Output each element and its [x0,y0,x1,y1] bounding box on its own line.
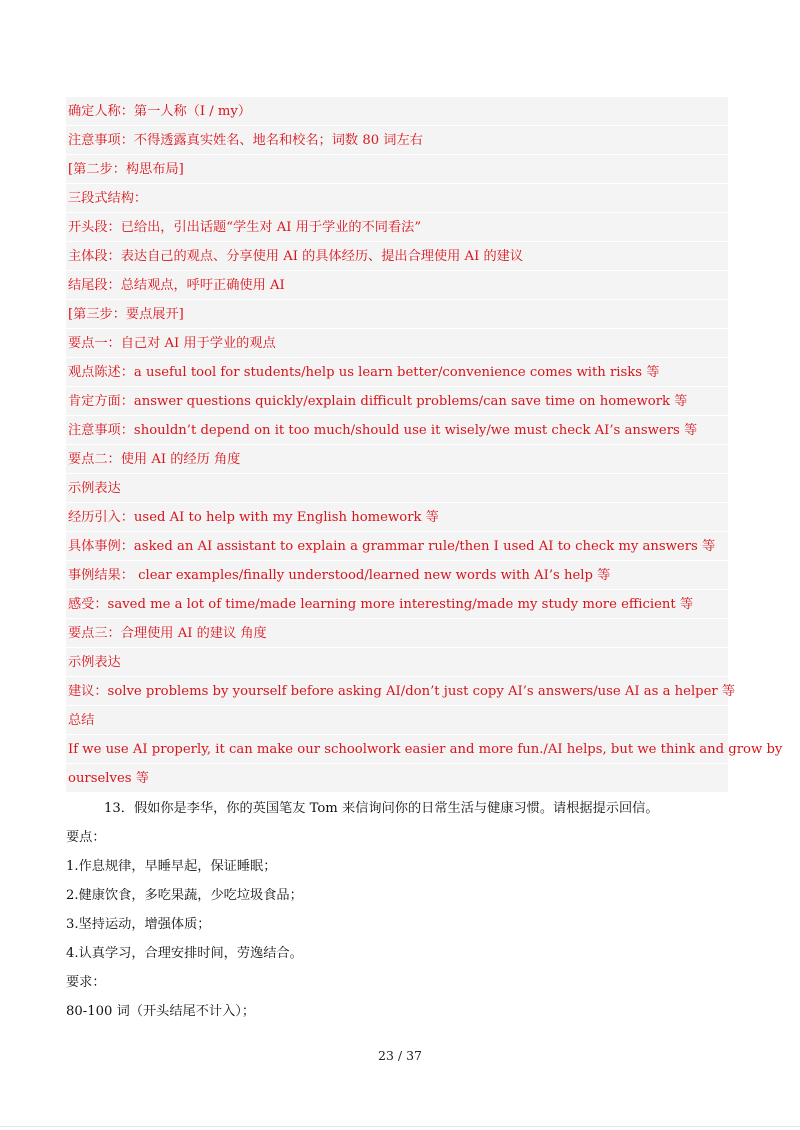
question-line: 1.作息规律，早睡早起，保证睡眠； [66,859,277,874]
answer-line: [第二步：构思布局] [66,155,728,184]
answer-line: 注意事项：不得透露真实姓名、地名和校名；词数 80 词左右 [66,126,728,155]
answer-line: ourselves 等 [66,764,728,793]
answer-line: 注意事项：shouldn’t depend on it too much/should use it wisely/we must check AI’s answers 等 [66,416,728,445]
question-prompt: 13．假如你是李华，你的英国笔友 Tom 来信询问你的日常生活与健康习惯。请根据提示回信。 [104,801,659,816]
answer-line: 总结 [66,706,728,735]
answer-line: 开头段：已给出，引出话题“学生对 AI 用于学业的不同看法” [66,213,728,242]
answer-line: 要点一：自己对 AI 用于学业的观点 [66,329,728,358]
question-line: 2.健康饮食，多吃果蔬，少吃垃圾食品； [66,888,303,903]
question-line: 3.坚持运动，增强体质； [66,917,211,932]
bottom-divider [0,1126,800,1127]
question-line: 80-100 词（开头结尾不计入）； [66,1004,256,1019]
answer-line: 感受：saved me a lot of time/made learning more interesting/made my study more efficient 等 [66,590,728,619]
answer-line: 建议：solve problems by yourself before asking AI/don’t just copy AI’s answers/use AI as a helper 等 [66,677,728,706]
answer-line: 经历引入：used AI to help with my English homework 等 [66,503,728,532]
answer-line: If we use AI properly, it can make our schoolwork easier and more fun./AI helps, but we think and grow by [66,735,728,764]
answer-line: 要点二：使用 AI 的经历 角度 [66,445,728,474]
answer-line: 结尾段：总结观点，呼吁正确使用 AI [66,271,728,300]
answer-line: 具体事例：asked an AI assistant to explain a grammar rule/then I used AI to check my answers 等 [66,532,728,561]
question-line: 要求： [66,975,106,990]
answer-line: 示例表达 [66,474,728,503]
page-number: 23 / 37 [378,1048,422,1063]
question-line: 要点： [66,830,106,845]
answer-line: 事例结果： clear examples/finally understood/learned new words with AI’s help 等 [66,561,728,590]
answer-line: 确定人称：第一人称（I / my） [66,97,728,126]
answer-line: 肯定方面：answer questions quickly/explain difficult problems/can save time on homework 等 [66,387,728,416]
question-block [66,794,736,1026]
answer-line: 三段式结构： [66,184,728,213]
answer-guide-block [66,97,783,793]
answer-line: [第三步：要点展开] [66,300,728,329]
question-line: 4.认真学习，合理安排时间，劳逸结合。 [66,946,303,961]
answer-line: 示例表达 [66,648,728,677]
answer-line: 要点三：合理使用 AI 的建议 角度 [66,619,728,648]
answer-line: 主体段：表达自己的观点、分享使用 AI 的具体经历、提出合理使用 AI 的建议 [66,242,728,271]
answer-line: 观点陈述：a useful tool for students/help us learn better/convenience comes with risks 等 [66,358,728,387]
